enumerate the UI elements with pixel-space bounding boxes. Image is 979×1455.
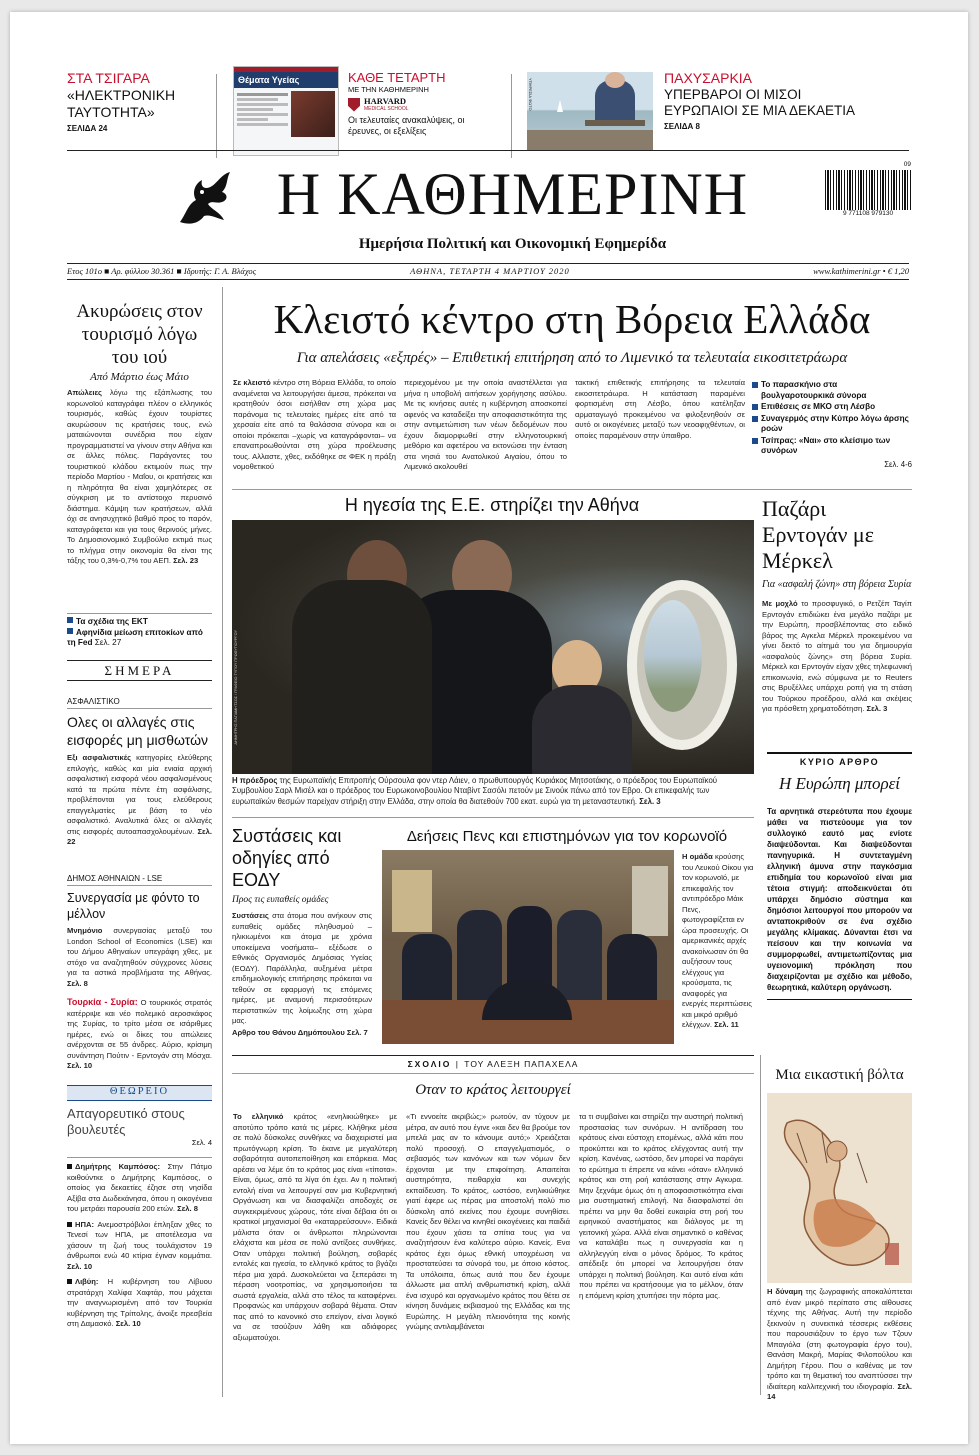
eody-story[interactable] bbox=[232, 825, 372, 1038]
story-body: κατηγορίες ελεύθερης επιλογής, καθώς και μία ενιαία αρχική ασφαλιστική εισφορά νέου ασφαλισμένους κατά τα πρώτα πέντε έτη ασφάλισης, προβλέπονται για τους ελεύθερους επαγγελματίες με βάση το νέο ασφαλιστικό. Αναλυτικά όλες οι αλλαγές στις εισφορές αυτοαπασχολουμένων. bbox=[67, 753, 212, 836]
brief-page: Σελ. 8 bbox=[177, 1204, 198, 1213]
eu-leaders-helicopter-photo[interactable] bbox=[232, 520, 754, 774]
brief-item[interactable] bbox=[67, 1277, 212, 1330]
caption-lead: Η δύναμη bbox=[767, 1287, 803, 1296]
story-page: Σελ. 7 bbox=[346, 1027, 368, 1037]
theoreio-story[interactable] bbox=[67, 1106, 212, 1147]
brief-lead: ΗΠΑ: bbox=[75, 1219, 94, 1229]
brief-page: Σελ. 10 bbox=[67, 1261, 93, 1271]
story-body: στα άτομα που ανήκουν στις ευπαθείς ομάδες πληθυσμού –ηλικιωμένοι και άτομα με χρόνια υποκείμενα νοσήματα– εξέδωσε ο Εθνικός Οργανισμός Δημόσιας Υγείας (ΕΟΔΥ). Παράλληλα, αυξημένα μέτρα επιδημιολογικής επιτήρησης πρόκειται να τεθούν σε εφαρμογή τις επόμενες ημέρες, με αναμονή περισσότερων περιστατικών της λοίμωξης στη χώρα μας. bbox=[232, 911, 372, 1025]
white-house-prayer-photo[interactable] bbox=[382, 850, 674, 1044]
story-lead: Μνημόνιο bbox=[67, 926, 103, 935]
brand-name: HARVARD bbox=[364, 96, 407, 106]
story-page: Σελ. 3 bbox=[866, 704, 888, 713]
rule bbox=[67, 150, 909, 151]
lead-col-1 bbox=[233, 378, 396, 473]
teaser-cigarettes[interactable] bbox=[67, 70, 212, 133]
brief-item[interactable] bbox=[67, 1220, 212, 1273]
bullet-item[interactable] bbox=[752, 414, 912, 435]
lead-col-3: τακτική επιθετικής επιτήρησης τα τελευταία εικοσιτετράωρα. Η κατάσταση παραμένει φορτισμένη στη Λέσβο, όπου κατέληξαν αρματαγωγό προκειμένου να φιλοξενηθούν σε αυτό οι οικογένειες μεταξύ των νεοαφιχθέντων, οι οποίες παραμένουν στην ύπαιθρο. bbox=[575, 378, 745, 440]
teaser-title: «ΗΛΕΚΤΡΟΝΙΚΗ ΤΑΥΤΟΤΗΤΑ» bbox=[67, 87, 176, 120]
bullet-text: Το παρασκήνιο στα βουλγαροτουρκικά σύνορα bbox=[761, 380, 867, 400]
brief-page: Σελ. 10 bbox=[115, 1319, 141, 1328]
cover-title: Θέματα Υγείας bbox=[234, 72, 338, 88]
dateline-left: Ετος 101ο ■ Αρ. φύλλου 30.361 ■ Ιδρυτής: Γ. Α. Βλάχος bbox=[67, 266, 257, 276]
lead-col-2: περιεχομένου με την οποία αναστέλλεται για μήνα η υποβολή αιτήσεων χορήγησης ασύλου. Με τις κινήσεις αυτές η κυβέρνηση αποσκοπεί αφενός να καταδείξει την αποφασιστικότητα της στην αντιμετώπιση των νέων δεδομένων που έχουν διαμορφωθεί στην ελληνοτουρκική μεθόριο και αφετέρου να εκτονώσει την ένταση στα νησιά του Ανατολικού Αιγαίου, όπου το Λιμενικό ακολουθεί bbox=[404, 378, 567, 471]
story-title: Ολες οι αλλαγές στις εισφορές μη μισθωτών bbox=[67, 714, 209, 748]
teaser-obesity[interactable] bbox=[664, 70, 874, 131]
story-body: συνεργασίας μεταξύ του London School of Economics (LSE) και του Δήμου Αθηναίων υπεγράφη χθες, με στόχο να αναζητηθούν σύγχρονες λύσεις για τα αστικά προβλήματα της Αθήνας. bbox=[67, 926, 212, 977]
ecb-page: Σελ. 27 bbox=[94, 638, 122, 647]
story-subtitle: Για «ασφαλή ζώνη» στη βόρεια Συρία bbox=[762, 579, 912, 590]
ecb-item-2: Αφηνίδια μείωση επιτοκίων από τη Fed bbox=[67, 627, 203, 647]
bullet-item[interactable] bbox=[752, 436, 912, 457]
lead-headline[interactable]: Κλειστό κέντρο στη Βόρεια Ελλάδα bbox=[273, 296, 871, 342]
story-lead: Τουρκία - Συρία: bbox=[67, 997, 138, 1007]
dateline-center: ΑΘΗΝΑ, ΤΕΤΑΡΤΗ 4 ΜΑΡΤΙΟΥ 2020 bbox=[410, 266, 570, 276]
comment-col-1 bbox=[233, 1112, 397, 1343]
teaser-health[interactable] bbox=[348, 70, 498, 137]
teaser-page: ΣΕΛΙΔΑ 24 bbox=[67, 124, 108, 133]
lead-deck: Για απελάσεις «εξπρές» – Επιθετική επιτήρηση από το Λιμενικό τα τελευταία εικοσιτετράωρα bbox=[296, 350, 848, 366]
teaser-kicker: ΣΤΑ ΤΣΙΓΑΡΑ bbox=[67, 70, 150, 86]
barcode-issue: 09 bbox=[903, 161, 911, 168]
brief-body: Ανεμοστρόβιλοι έπληξαν χθες το Τενεσί των ΗΠΑ, με αποτέλεσμα να χάσουν τη ζωή τους τουλάχιστον 19 άνθρωποι ενώ 40 κτίρια έγιναν κομμάτια. bbox=[67, 1219, 212, 1260]
art-painting-photo[interactable] bbox=[767, 1093, 912, 1283]
editorial-box[interactable] bbox=[767, 752, 912, 1000]
teaser-page: ΣΕΛΙΔΑ 8 bbox=[664, 122, 700, 131]
newspaper-front-page bbox=[10, 12, 968, 1444]
bullet-text: Τσίπρας: «Ναι» στο κλείσιμο των συνόρων bbox=[761, 435, 891, 455]
bullet-text: Συναγερμός στην Κύπρο λόγω άρσης ροών bbox=[761, 413, 909, 433]
story-page: Σελ. 4 bbox=[191, 1138, 212, 1147]
story-title: Ακυρώσεις στον τουρισμό λόγω του ιού bbox=[76, 301, 203, 368]
caption-body: κρούσης του Λευκού Οίκου για τον κορωνοϊό, με επικεφαλής τον αντιπρόεδρο Μάικ Πενς, φωτογραφίζεται εν ώρα προσευχής. Οι αμερικανικές αρχές ανακοίνωσαν ότι θα αυξήσουν τους ελέγχους για κρούσματα, τις αναφορές για ενεργές περιπτώσεις και μικρό αριθμό ελέγχων. bbox=[682, 852, 754, 1029]
barcode-number: 9 771108 979130 bbox=[842, 210, 894, 217]
story-title: Συστάσεις και οδηγίες από ΕΟΔΥ bbox=[232, 826, 342, 890]
story-title: Παζάρι Ερντογάν με Μέρκελ bbox=[762, 496, 874, 573]
teaser-line: ΜΕ ΤΗΝ ΚΑΘΗΜΕΡΙΝΗ bbox=[348, 85, 429, 94]
turkey-syria-story[interactable] bbox=[67, 997, 212, 1072]
story-title: Συνεργασία με φόντο το μέλλον bbox=[67, 891, 200, 921]
teaser-kicker: ΠΑΧΥΣΑΡΚΙΑ bbox=[664, 70, 753, 86]
photo-headline: Η ηγεσία της Ε.Ε. στηρίζει την Αθήνα bbox=[344, 495, 640, 515]
editorial-body: Τα αρνητικά στερεότυπα που έχουμε μάθει να πιστεύουμε για τον συλλογικό εαυτό μας ενίοτε διαψεύδονται. Και διαψεύδονται πανηγυρικά. Η συντεταγμένη ελληνική άμυνα στην παγκόσμια επιδημία του κορωνοϊού είναι μια τέτοια στιγμή: αποδεικνύεται ότι υπάρχει δημόσιο σύστημα και δημόσιοι λειτουργοί που μπορούν να ανταποκριθούν σε ένα σχέδιο μεγάλης κλίμακας. Δύνανται έτσι να πείσουν και την κοινωνία να συμμορφωθεί, αντιμετωπίζοντας μια υγειονομική πρόκληση που διαχειρίζονται με σχέδιο και μέθοδο, θεωρητικά, καλύτερη οργάνωση. bbox=[767, 807, 912, 992]
brief-body: Η κυβέρνηση του Λίβυου στρατάρχη Χαλίφα Χαφτάρ, που μάχεται την αναγνωρισμένη από τον Τουρκία κυβέρνηση της Τρίπολης, άνοιξε πρεσβεία στη Δαμασκό. bbox=[67, 1277, 212, 1328]
today-header: ΣΗΜΕΡΑ bbox=[104, 663, 175, 678]
brief-item[interactable] bbox=[67, 1162, 212, 1215]
story-kicker: ΔΗΜΟΣ ΑΘΗΝΑΙΩΝ - LSE bbox=[67, 874, 163, 883]
story-page: Σελ. 23 bbox=[173, 556, 199, 565]
lead-body-1: κέντρο στη Βόρεια Ελλάδα, το οποίο αναμένεται να λειτουργήσει άμεσα, πρόκειται να κρατηθούν όσοι εισήλθαν στη χώρα μας παράνομα τις τελευταίες ημέρες είτε από τα χερσαία είτε από τα θαλάσσια σύνορα και οι οποίοι πρόκειται –χωρίς να καταγράφονται– να επαναπροωθούνται στη χώρα προέλευσης τους. Αλλαστε, χθες, εκδόθηκε σε ΦΕΚ η πράξη νομοθετικού bbox=[233, 378, 396, 471]
story-lead: Εξι ασφαλιστικές bbox=[67, 753, 132, 762]
story-subtitle: Προς τις ευπαθείς ομάδες bbox=[232, 895, 329, 905]
story-subtitle: Από Μάρτιο έως Μάιο bbox=[90, 371, 189, 383]
insurance-story[interactable] bbox=[67, 697, 212, 848]
masthead-title: Η ΚΑΘΗΜΕΡΙΝΗ bbox=[276, 161, 749, 227]
story-title: Απαγορευτικό στους βουλευτές bbox=[67, 1106, 185, 1137]
editorial-title: Η Ευρώπη μπορεί bbox=[778, 774, 901, 793]
comment-col-3: τα τι συμβαίνει και στηρίζει την αυστηρή πολιτική προστασίας των συνόρων. Η αντίδραση του κράτους είναι εύστοχη επομένως, αλλά κάτι που προκύπτει και το κράτος ελέγχοντας αυτή την κρίση. Κανένας, ωστόσο, δεν μπορεί να παράγει το ερώτημα τι έπρεπε να κάνει «όταν» ελληνικό κράτος και στη ροή κατάστασης στην Αγκυρα. Μην ξεχνάμε όμως ότι η αποφασιστικότητα είναι μια συστηματική επιλογή. Να διασφαλιστεί ότι πρέπει να μην θα δοθεί ευκαιρία στη ροή του ειρηνικού αναστήματος και διάλογος με τη γειτονική χώρα. Αλλά είναι σημαντικό ο καθένας να καταλάβει πως η συνεργασία και η αλληλεγγύη είναι ο μόνος δρόμος. Το κράτος απέδειξε ότι μπορεί να λειτουργήσει όταν υπάρχει η πολιτική βούληση. Και αυτό είναι κάτι που πρέπει να κρατήσουμε για το μέλλον, όταν η επόμενη κρίση χτυπήσει την πόρτα μας. bbox=[579, 1112, 743, 1300]
photo-caption bbox=[232, 776, 754, 807]
bullets-page: Σελ. 4-6 bbox=[884, 459, 912, 469]
barcode bbox=[825, 161, 911, 232]
caption-lead: Η ομάδα bbox=[682, 852, 713, 861]
caption-page: Σελ. 14 bbox=[767, 1381, 912, 1401]
brand-sub: MEDICAL SCHOOL bbox=[364, 106, 409, 112]
ecb-box[interactable] bbox=[67, 617, 212, 649]
story-page: Σελ. 10 bbox=[67, 1061, 93, 1070]
lead-bullets[interactable] bbox=[752, 380, 912, 469]
brief-body: Στην Πάτμο κοιθούντκε ο Δημήτρης Καμπόσος, ο οποίος για δεκαετίες έζησε στη νησίδα Αξίβα στα Δωδεκάνησα, όπου η οικογένεια του μετράει παρουσία 200 ετών. bbox=[67, 1162, 212, 1213]
erdogan-story[interactable] bbox=[762, 496, 912, 715]
art-headline: Μια εικαστική βόλτα bbox=[775, 1067, 904, 1083]
rule bbox=[67, 279, 909, 280]
photo-credit: ΔΗΜΗΤΡΗΣ ΠΑΠΑΜΗΤΣΟΣ / ΓΡΑΦΕΙΟ ΤΥΠΟΥ ΠΡΩΘΥΠΟΥΡΓΟΥ bbox=[234, 630, 238, 745]
health-supplement-cover[interactable] bbox=[233, 66, 339, 156]
ecb-item-1: Τα σχέδια της ΕΚΤ bbox=[76, 617, 148, 626]
teaser-title: ΥΠΕΡΒΑΡΟΙ ΟΙ ΜΙΣΟΙ ΕΥΡΩΠΑΙΟΙ ΣΕ ΜΙΑ ΔΕΚΑΕΤΙΑ bbox=[664, 87, 856, 118]
pence-caption bbox=[682, 852, 754, 1031]
tourism-story[interactable] bbox=[67, 300, 212, 567]
caption-page: Σελ. 3 bbox=[639, 796, 661, 806]
caption-body: της Ευρωπαϊκής Επιτροπής Ούρσουλα φον ντερ Λάιεν, ο πρωθυπουργός Κυριάκος Μητσοτάκης, ο πρόεδρος του Ευρωπαϊκού Συμβουλίου Σαρλ Μισέλ και ο πρόεδρος του Ευρωκοινοβουλίου Νταβίντ Σασόλι πετούν με Σινούκ πάνω από τον Εβρο. Οι επικεφαλής των ευρωπαϊκών θεσμών παρείχαν στήριξη στην Ελλάδα, στην οποία θα διατεθούν 700 εκατ. ευρώ για τη μεταναστευτική. bbox=[232, 776, 718, 806]
divider bbox=[511, 74, 512, 158]
theoreio-header: ΘΕΩΡΕΙΟ bbox=[67, 1085, 212, 1101]
story-page: Σελ. 8 bbox=[67, 978, 88, 988]
pence-headline: Δεήσεις Πενς και επιστημόνων για τον κορωνοϊό bbox=[406, 828, 728, 845]
bullet-item[interactable] bbox=[752, 380, 912, 401]
comment-kicker: ΣΧΟΛΙΟ bbox=[407, 1059, 452, 1069]
lead-lead-word: Σε κλειστό bbox=[233, 378, 271, 387]
story-page: Σελ. 22 bbox=[67, 826, 212, 846]
briefs[interactable] bbox=[67, 1162, 212, 1330]
divider bbox=[216, 74, 217, 158]
caption-page: Σελ. 11 bbox=[714, 1020, 739, 1029]
dateline-right[interactable]: www.kathimerini.gr • € 1,20 bbox=[813, 266, 909, 276]
photo-credit: ΥΠΗΡΕΣΙΑ ΦΩΤΟ bbox=[528, 78, 533, 111]
story-kicker: ΑΣΦΑΛΙΣΤΙΚΟ bbox=[67, 697, 120, 706]
story-lead: Απώλειες bbox=[67, 388, 102, 397]
story-body: λόγω της εξάπλωσης του κορωνοϊού καταγράφει πλέον ο ελληνικός τουρισμός, καθώς έχουν τουρίστες ακυρώσουν τις κρατήσεις τους, ενώ ματαιώνονται συνέδρια που είχαν προγραμματιστεί να γίνουν στην Αθήνα και σε άλλες πόλεις. Παράγοντες του τουριστικού κλάδου εκτιμούν πως την περίοδο Μαρτίου - Μαΐου, οι κρατήσεις και η πληρότητα θα είναι χαμηλότερες σε σύγκριση με το αντίστοιχο περυσινό διάστημα. Κάμψη των κρατήσεων, αλλά όχι σε ανησυχητικό βαθμό προς το παρόν, καταγράφεται και για τους θερινούς μήνες. Το Δημοσιονομικό Συμβούλιο εκτιμά πως το πλήγμα στην οικονομία θα είναι της τάξης του 0,3%-0,7% του ΑΕΠ. bbox=[67, 388, 212, 565]
art-caption bbox=[767, 1287, 912, 1403]
comment-body-1: κράτος «ενηλικιώθηκε» με αποτύπο τρόπο κατά τις μέρες. Κλήθηκε μέσα σε πολύ δύσκολες συνθήκες να διαχειριστεί μια πρωτόγνωρη κρίση. Το έκανε με μεγαλύτερη σοβαρότητα αυτοπεποίθηση και επάρκεια. Μας αρέσει να λέμε ότι το κράτος μας είναι «τίποτα». Είναι, όμως, από τα λίγα ότι έχει. Αν η πολιτική εντολή είναι να λειτουργεί σαν μια Κυβερνητική Οργάνωση και να διασφαλίζει αποδοχές σε συγκεκριμένους χώρους, τότε είναι δέβαια ότι οι κρατικοί μηχανισμοί θα «καταρρεύσουν». Ειδικά μάλιστα όταν οι άνθρωποι πληρώνονται ελάχιστα και μέσα σε πολύ αντίξοες συνθήκες. Οταν υπάρχει πολιτική βούληση, σοβαρές εντολές και ηγεσία, το ελληνικό κράτος το βγάζει πέρα μια χαρά. Δυσκολεύεται να ξεπεράσει τη πέραση νοοτροπίας, να χρησιμοποιήσει τα σωστά εργαλεία, αλλά στο τέλος τα καταφέρνει. Προφανώς και υπάρχουν σοβαρά θέματα. Οταν πας από το κανονικό στο επείγον, είναι λογικό να σε τσούζουν λάθη και αδιάφορες αξιωματούχοι. bbox=[233, 1112, 398, 1342]
editorial-kicker: ΚΥΡΙΟ ΑΡΘΡΟ bbox=[799, 757, 880, 767]
story-body: το προσφυγικό, ο Ρετζέπ Ταγίπ Ερντογάν επιδιώκει ένα μεγάλο παζάρι με την Ευρώπη, προσβλέποντας στο ειδικό βάρος της Αγκελα Μέρκελ προκειμένου να γίνει δεκτό το αίτημά του για δημιουργία «ασφαλούς ζώνης» στη βόρεια Συρία. Μέρκελ και Ερντογάν είχαν χθες τηλεφωνική επικοινωνία, ενώ σύμφωνα με το Reuters στις Βρυξέλλες υπάρχει ροπή για τη στάση του Τούρκου προέδρου, αλλά και σκέψεις για πρόσθετη χρηματοδότηση. bbox=[762, 599, 912, 713]
column-divider bbox=[760, 1055, 761, 1395]
griffin-logo-icon bbox=[172, 170, 234, 230]
rule bbox=[67, 263, 909, 264]
story-body: Ο τουρκικός στρατός κατέρριψε και νέο πολεμικό αεροσκάφος της Συρίας, το τρίτο μέσα σε ισάριθμες ημέρες, ενώ οι δίκες του απώλειες ανέρχονται σε 55 άνδρες. Αύριο, κρίσιμη συνάντηση Πούτιν - Ερντογάν στη Μόσχα. bbox=[67, 998, 212, 1060]
obesity-photo bbox=[527, 72, 653, 150]
teaser-text: Οι τελευταίες ανακαλύψεις, οι έρευνες, οι εξελίξεις bbox=[348, 115, 465, 136]
column-divider bbox=[222, 287, 223, 1397]
harvard-shield-icon bbox=[348, 98, 360, 112]
brief-lead: Δημήτρης Καμπόσος: bbox=[75, 1162, 161, 1171]
caption-lead: Η πρόεδρος bbox=[232, 776, 278, 785]
bullet-text: Επιθέσεις σε ΜΚΟ στη Λέσβο bbox=[761, 402, 876, 411]
comment-title[interactable]: Οταν το κράτος λειτουργεί bbox=[415, 1082, 571, 1098]
caption-body: της ζωγραφικής αποκαλύπτεται από έναν μικρό περίπατο στις αίθουσες τέχνης της Αθήνας. Αυτή την περίοδο ξεκινούν η συνεκτικά τέσσερις εκθέσεις που παρουσιάζουν το έργο των Τζουν Μπαγιόλα (στη φωτογραφία έργο του), Θανάση Μακρή, Μαρίας Φιλοπούλου και Δημήτρη Γέρου. Που ο καθένας με τον τρόπο και τη θεματική του αναπτύσσει την ιδιαίτερη καλλιτεχνική του ιδιογραφία. bbox=[767, 1287, 913, 1391]
brief-lead: Λιβύη: bbox=[75, 1277, 99, 1286]
story-lead: Με μοχλό bbox=[762, 599, 798, 608]
municipality-story[interactable] bbox=[67, 874, 212, 989]
comment-author: ΤΟΥ ΑΛΕΞΗ ΠΑΠΑΧΕΛΑ bbox=[464, 1059, 579, 1069]
masthead-subtitle: Ημερήσια Πολιτική και Οικονομική Εφημερίδα bbox=[358, 236, 667, 252]
comment-lead: Το ελληνικό bbox=[233, 1112, 284, 1121]
comment-kicker-line: ΣΧΟΛΙΟ | ΤΟΥ ΑΛΕΞΗ ΠΑΠΑΧΕΛΑ bbox=[407, 1059, 579, 1069]
comment-col-2: «Τι εννοείτε ακριβώς;» ρωτούν, αν τύχουν με μέτρα, αν αυτό που έγινε «και δεν θα βρούμε τον μπελά μας αν το κάνουμε αυτό;» Χρειάζεται πολύ προσοχή. Ο επαγγελματισμός, ο σεβασμός των κανόνων και των νόμων δεν έρχονται με την επιφοίτηση. Απαιτείται αυστηρότητα, πειθαρχία και συνεχής εκπαίδευση. Το κράτος, ωστόσο, ενηλικιώθηκε γιατί έφερε ως πέρας μια αποστολή πολύ πιο δύσκολη από εκείνες που έχουμε συνηθίσει. Κανείς δεν θέλει να κινηθεί οικογένειες και παιδιά που έχουν χάσει τα σπίτια τους για να αναζητήσουν ένα καλύτερο αύριο. Κανείς. Ενα κράτος έχει όμως εθνική υποχρέωση να προστατεύσει τα σύνορά του, με όποιο κόστος. Τα υπόλοιπα, όπως αυτά που δεν έχουμε άλλωστε μια απλή ανθρωπιστική κρίση, αλλά ένα ισχυρό και οργανωμένο κράτος που θέτει σε κίνηση δυνάμεις εκβιασμού της Ελλάδας και της Ευρώπης. Η μεγάλη πλειονότητα της κοινής γνώμης αντιλαμβάνεται bbox=[406, 1112, 570, 1331]
story-author: Αρθρο του Θάνου Δημόπουλου bbox=[232, 1027, 345, 1037]
story-lead: Συστάσεις bbox=[232, 911, 269, 920]
bullet-item[interactable] bbox=[752, 402, 912, 413]
teaser-kicker: ΚΑΘΕ ΤΕΤΑΡΤΗ bbox=[348, 70, 446, 85]
